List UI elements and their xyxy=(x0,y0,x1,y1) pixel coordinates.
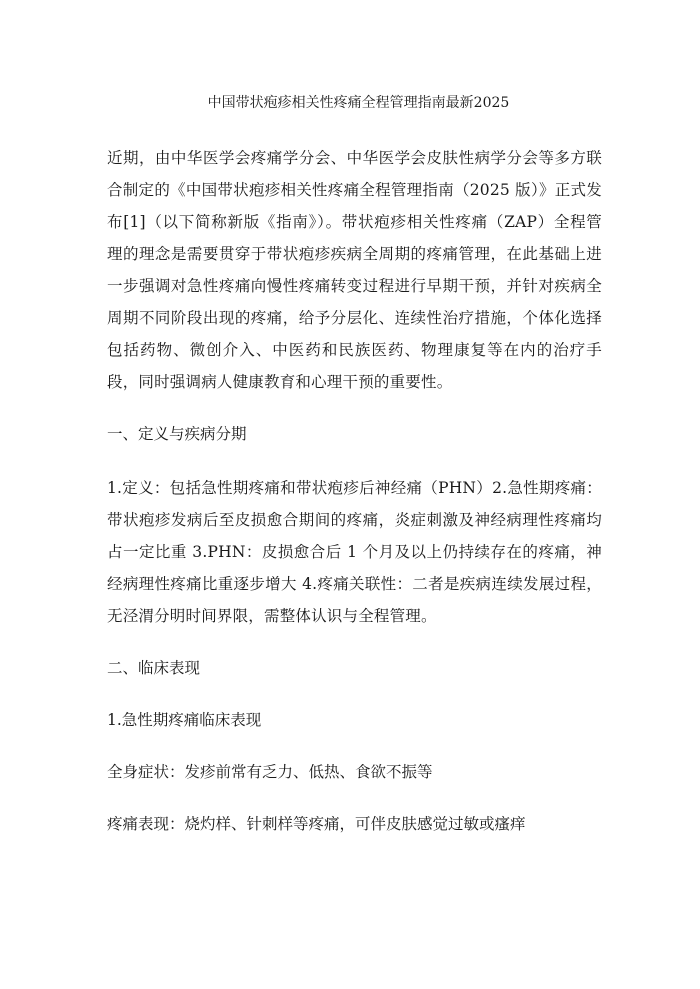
pain-presentation-line: 疼痛表现：烧灼样、针刺样等疼痛，可伴皮肤感觉过敏或瘙痒 xyxy=(107,815,526,833)
subsection-heading-acute-pain: 1.急性期疼痛临床表现 xyxy=(107,711,262,729)
spacer xyxy=(107,450,602,472)
definition-paragraph: 1.定义：包括急性期疼痛和带状疱疹后神经痛（PHN）2.急性期疼痛：带状疱疹发病后至皮损愈合期间的疼痛，炎症刺激及神经病理性疼痛均占一定比重 3.PHN：皮损愈合后 1 个月及以上仍持续存在的疼痛，神经病理性疼痛比重逐步增大 4.疼痛关联性：二者是疾病连续发展过程，无泾渭分明时间界限，需整体认识与全程管理。 xyxy=(107,479,602,625)
spacer xyxy=(107,398,602,418)
spacer xyxy=(107,684,602,704)
section-heading-definition: 一、定义与疾病分期 xyxy=(107,425,247,443)
section-heading-clinical: 二、临床表现 xyxy=(107,659,201,677)
spacer xyxy=(107,632,602,652)
systemic-symptoms-line: 全身症状：发疹前常有乏力、低热、食欲不振等 xyxy=(107,763,433,781)
spacer xyxy=(107,736,602,756)
spacer xyxy=(107,788,602,808)
document-title: 中国带状疱疹相关性疼痛全程管理指南最新2025 xyxy=(207,95,510,111)
intro-paragraph: 近期，由中华医学会疼痛学分会、中华医学会皮肤性病学分会等多方联合制定的《中国带状疱疹相关性疼痛全程管理指南（2025 版）》正式发布[1]（以下简称新版《指南》）。带状疱疹相关性疼痛（ZAP）全程管理的理念是需要贯穿于带状疱疹疾病全周期的疼痛管理，在此基础上进一步强调对急性疼痛向慢性疼痛转变过程进行早期干预，并针对疾病全周期不同阶段出现的疼痛，给予分层化、连续性治疗措施，个体化选择包括药物、微创介入、中医药和民族医药、物理康复等在内的治疗手段，同时强调病人健康教育和心理干预的重要性。 xyxy=(107,149,602,391)
